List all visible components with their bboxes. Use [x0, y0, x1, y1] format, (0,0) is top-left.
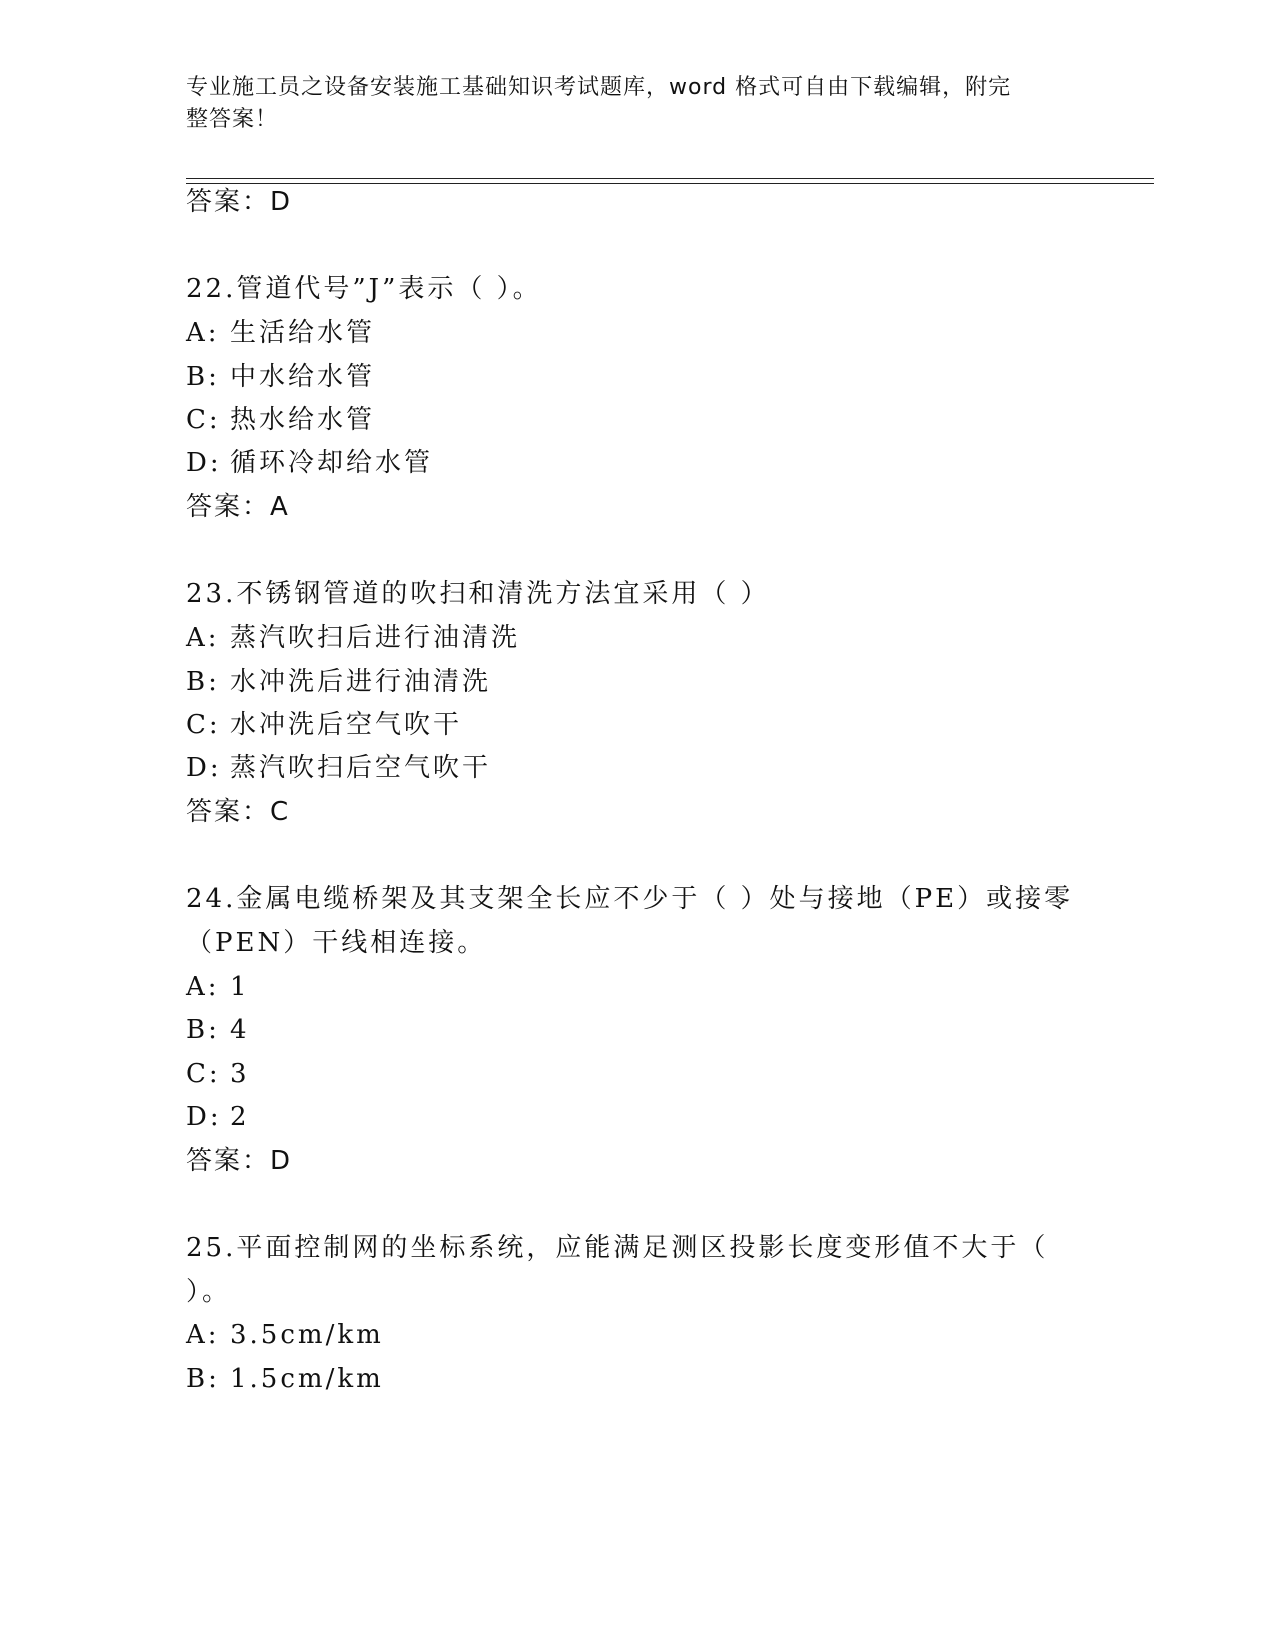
- option-24-a: [186, 970, 250, 1004]
- option-label: A:: [186, 623, 220, 653]
- option-22-c: [186, 403, 375, 437]
- option-label: C:: [186, 1059, 221, 1089]
- option-label: A:: [186, 972, 220, 1002]
- answer-line-prev: [186, 185, 292, 219]
- answer-line-23: [186, 795, 290, 829]
- question-stem-24-line2: （PEN）干线相连接。: [186, 928, 487, 958]
- header-line-1: 专业施工员之设备安装施工基础知识考试题库，word 格式可自由下载编辑，附完: [186, 75, 1012, 100]
- option-24-c: [186, 1057, 250, 1091]
- answer-label: 答案：: [186, 187, 271, 217]
- option-24-b: [186, 1013, 250, 1047]
- answer-label: 答案：: [186, 797, 271, 827]
- option-label: B:: [186, 667, 220, 697]
- option-label: A:: [186, 1320, 220, 1350]
- option-label: B:: [186, 1364, 220, 1394]
- option-text: 1.5cm/km: [230, 1364, 384, 1394]
- option-23-b: [186, 665, 491, 699]
- answer-value: A: [270, 492, 290, 522]
- answer-line-22: [186, 490, 290, 524]
- answer-label: 答案：: [186, 492, 271, 522]
- header-divider-top: [186, 178, 1154, 179]
- option-text: 生活给水管: [230, 318, 376, 348]
- option-text: 水冲洗后空气吹干: [230, 710, 463, 740]
- answer-label: 答案：: [186, 1146, 271, 1176]
- header-divider-bottom: [186, 183, 1154, 184]
- option-22-b: [186, 360, 375, 394]
- option-22-a: [186, 316, 375, 350]
- option-label: D:: [186, 448, 222, 478]
- option-text: 水冲洗后进行油清洗: [230, 667, 492, 697]
- option-label: D:: [186, 1102, 222, 1132]
- option-25-b: [186, 1362, 384, 1396]
- option-text: 4: [230, 1015, 250, 1045]
- document-header: [186, 72, 1066, 136]
- option-text: 热水给水管: [230, 405, 376, 435]
- option-23-d: [186, 751, 491, 785]
- question-stem-24-line1: 24.金属电缆桥架及其支架全长应不少于（ ）处与接地（PE）或接零: [186, 884, 1074, 914]
- option-23-c: [186, 708, 462, 742]
- option-text: 循环冷却给水管: [230, 448, 434, 478]
- option-text: 蒸汽吹扫后空气吹干: [230, 753, 492, 783]
- answer-value: D: [270, 187, 293, 217]
- option-22-d: [186, 446, 433, 480]
- option-24-d: [186, 1100, 250, 1134]
- option-text: 中水给水管: [230, 362, 376, 392]
- answer-value: D: [270, 1146, 293, 1176]
- option-text: 3.5cm/km: [230, 1320, 384, 1350]
- question-stem-25-line2: ）。: [186, 1277, 232, 1307]
- option-text: 蒸汽吹扫后进行油清洗: [230, 623, 521, 653]
- option-23-a: [186, 621, 520, 655]
- option-text: 2: [230, 1102, 250, 1132]
- option-label: A:: [186, 318, 220, 348]
- header-line-2: 整答案！: [186, 107, 279, 132]
- option-label: D:: [186, 753, 222, 783]
- option-text: 3: [230, 1059, 250, 1089]
- question-stem-25-line1: 25.平面控制网的坐标系统，应能满足测区投影长度变形值不大于（: [186, 1233, 1049, 1263]
- question-stem-22: 22.管道代号”J”表示（ ）。: [186, 274, 542, 304]
- option-label: C:: [186, 405, 221, 435]
- option-label: B:: [186, 1015, 220, 1045]
- answer-line-24: [186, 1144, 292, 1178]
- answer-value: C: [270, 797, 291, 827]
- option-25-a: [186, 1318, 384, 1352]
- option-text: 1: [230, 972, 250, 1002]
- question-stem-23: 23.不锈钢管道的吹扫和清洗方法宜采用（ ）: [186, 579, 770, 609]
- option-label: B:: [186, 362, 220, 392]
- option-label: C:: [186, 710, 221, 740]
